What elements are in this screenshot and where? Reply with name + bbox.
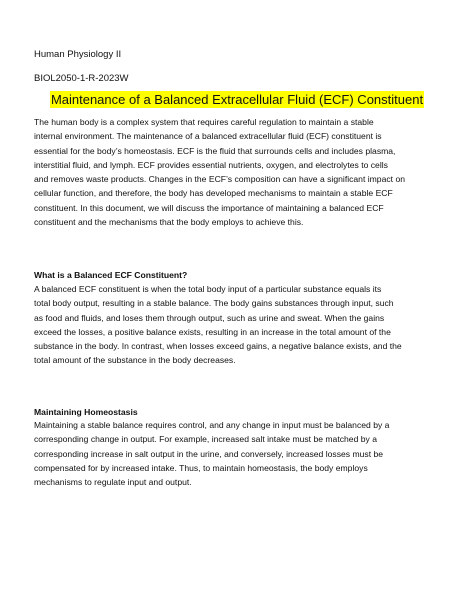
course-code: BIOL2050-1-R-2023W <box>34 73 129 84</box>
paragraph-line: The human body is a complex system that requires careful regulation to maintain a stable <box>34 117 374 127</box>
paragraph-line: as food and fluids, and loses them through output, such as urine and sweat. When the gains <box>34 312 385 323</box>
paragraph-line: compensated for by increased intake. Thus, to maintain homeostasis, the body employs <box>34 462 368 473</box>
document-title: Maintenance of a Balanced Extracellular Fluid (ECF) Constituent <box>50 92 424 107</box>
paragraph-line: mechanisms to regulate input and output. <box>34 477 192 488</box>
paragraph-line: total body output, resulting in a stable balance. The body gains substances through input, such <box>34 298 394 309</box>
paragraph-line: total amount of the substance in the body decreases. <box>34 355 236 366</box>
paragraph-line: A balanced ECF constituent is when the total body input of a particular substance equals its <box>34 284 382 294</box>
section-heading-balanced-ecf: What is a Balanced ECF Constituent? <box>34 270 188 280</box>
homeostasis-paragraph <box>34 418 444 489</box>
intro-paragraph <box>34 115 444 229</box>
paragraph-line: essential for the body’s homeostasis. ECF is the fluid that surrounds cells and includes plasma, <box>34 145 396 156</box>
paragraph-line: Maintaining a stable balance requires control, and any change in input must be balanced by a <box>34 420 390 430</box>
course-name: Human Physiology II <box>34 49 122 60</box>
paragraph-line: exceed the losses, a positive balance exists, resulting in an increase in the total amount of the <box>34 326 391 337</box>
paragraph-line: constituent. In this document, we will discuss the importance of maintaining a balanced ECF <box>34 202 384 213</box>
title-container <box>0 91 474 109</box>
paragraph-line: constituent and the mechanisms that the body employs to achieve this. <box>34 217 304 228</box>
paragraph-line: substance in the body. In contrast, when losses exceed gains, a negative balance exists, and the <box>34 341 402 352</box>
paragraph-line: and removes waste products. Changes in the ECF’s composition can have a significant impact on <box>34 174 405 185</box>
paragraph-line: corresponding increase in salt output in the urine, and conversely, increased losses must be <box>34 448 384 459</box>
paragraph-line: internal environment. The maintenance of a balanced extracellular fluid (ECF) constituent is <box>34 131 382 142</box>
section-heading-homeostasis: Maintaining Homeostasis <box>34 407 138 417</box>
paragraph-line: corresponding change in output. For example, increased salt intake must be matched by a <box>34 434 377 445</box>
paragraph-line: cellular function, and therefore, the body has developed mechanisms to maintain a stable ECF <box>34 188 393 199</box>
paragraph-line: interstitial fluid, and lymph. ECF provides essential nutrients, oxygen, and electrolytes to cells <box>34 159 388 170</box>
balanced-ecf-paragraph <box>34 282 444 368</box>
